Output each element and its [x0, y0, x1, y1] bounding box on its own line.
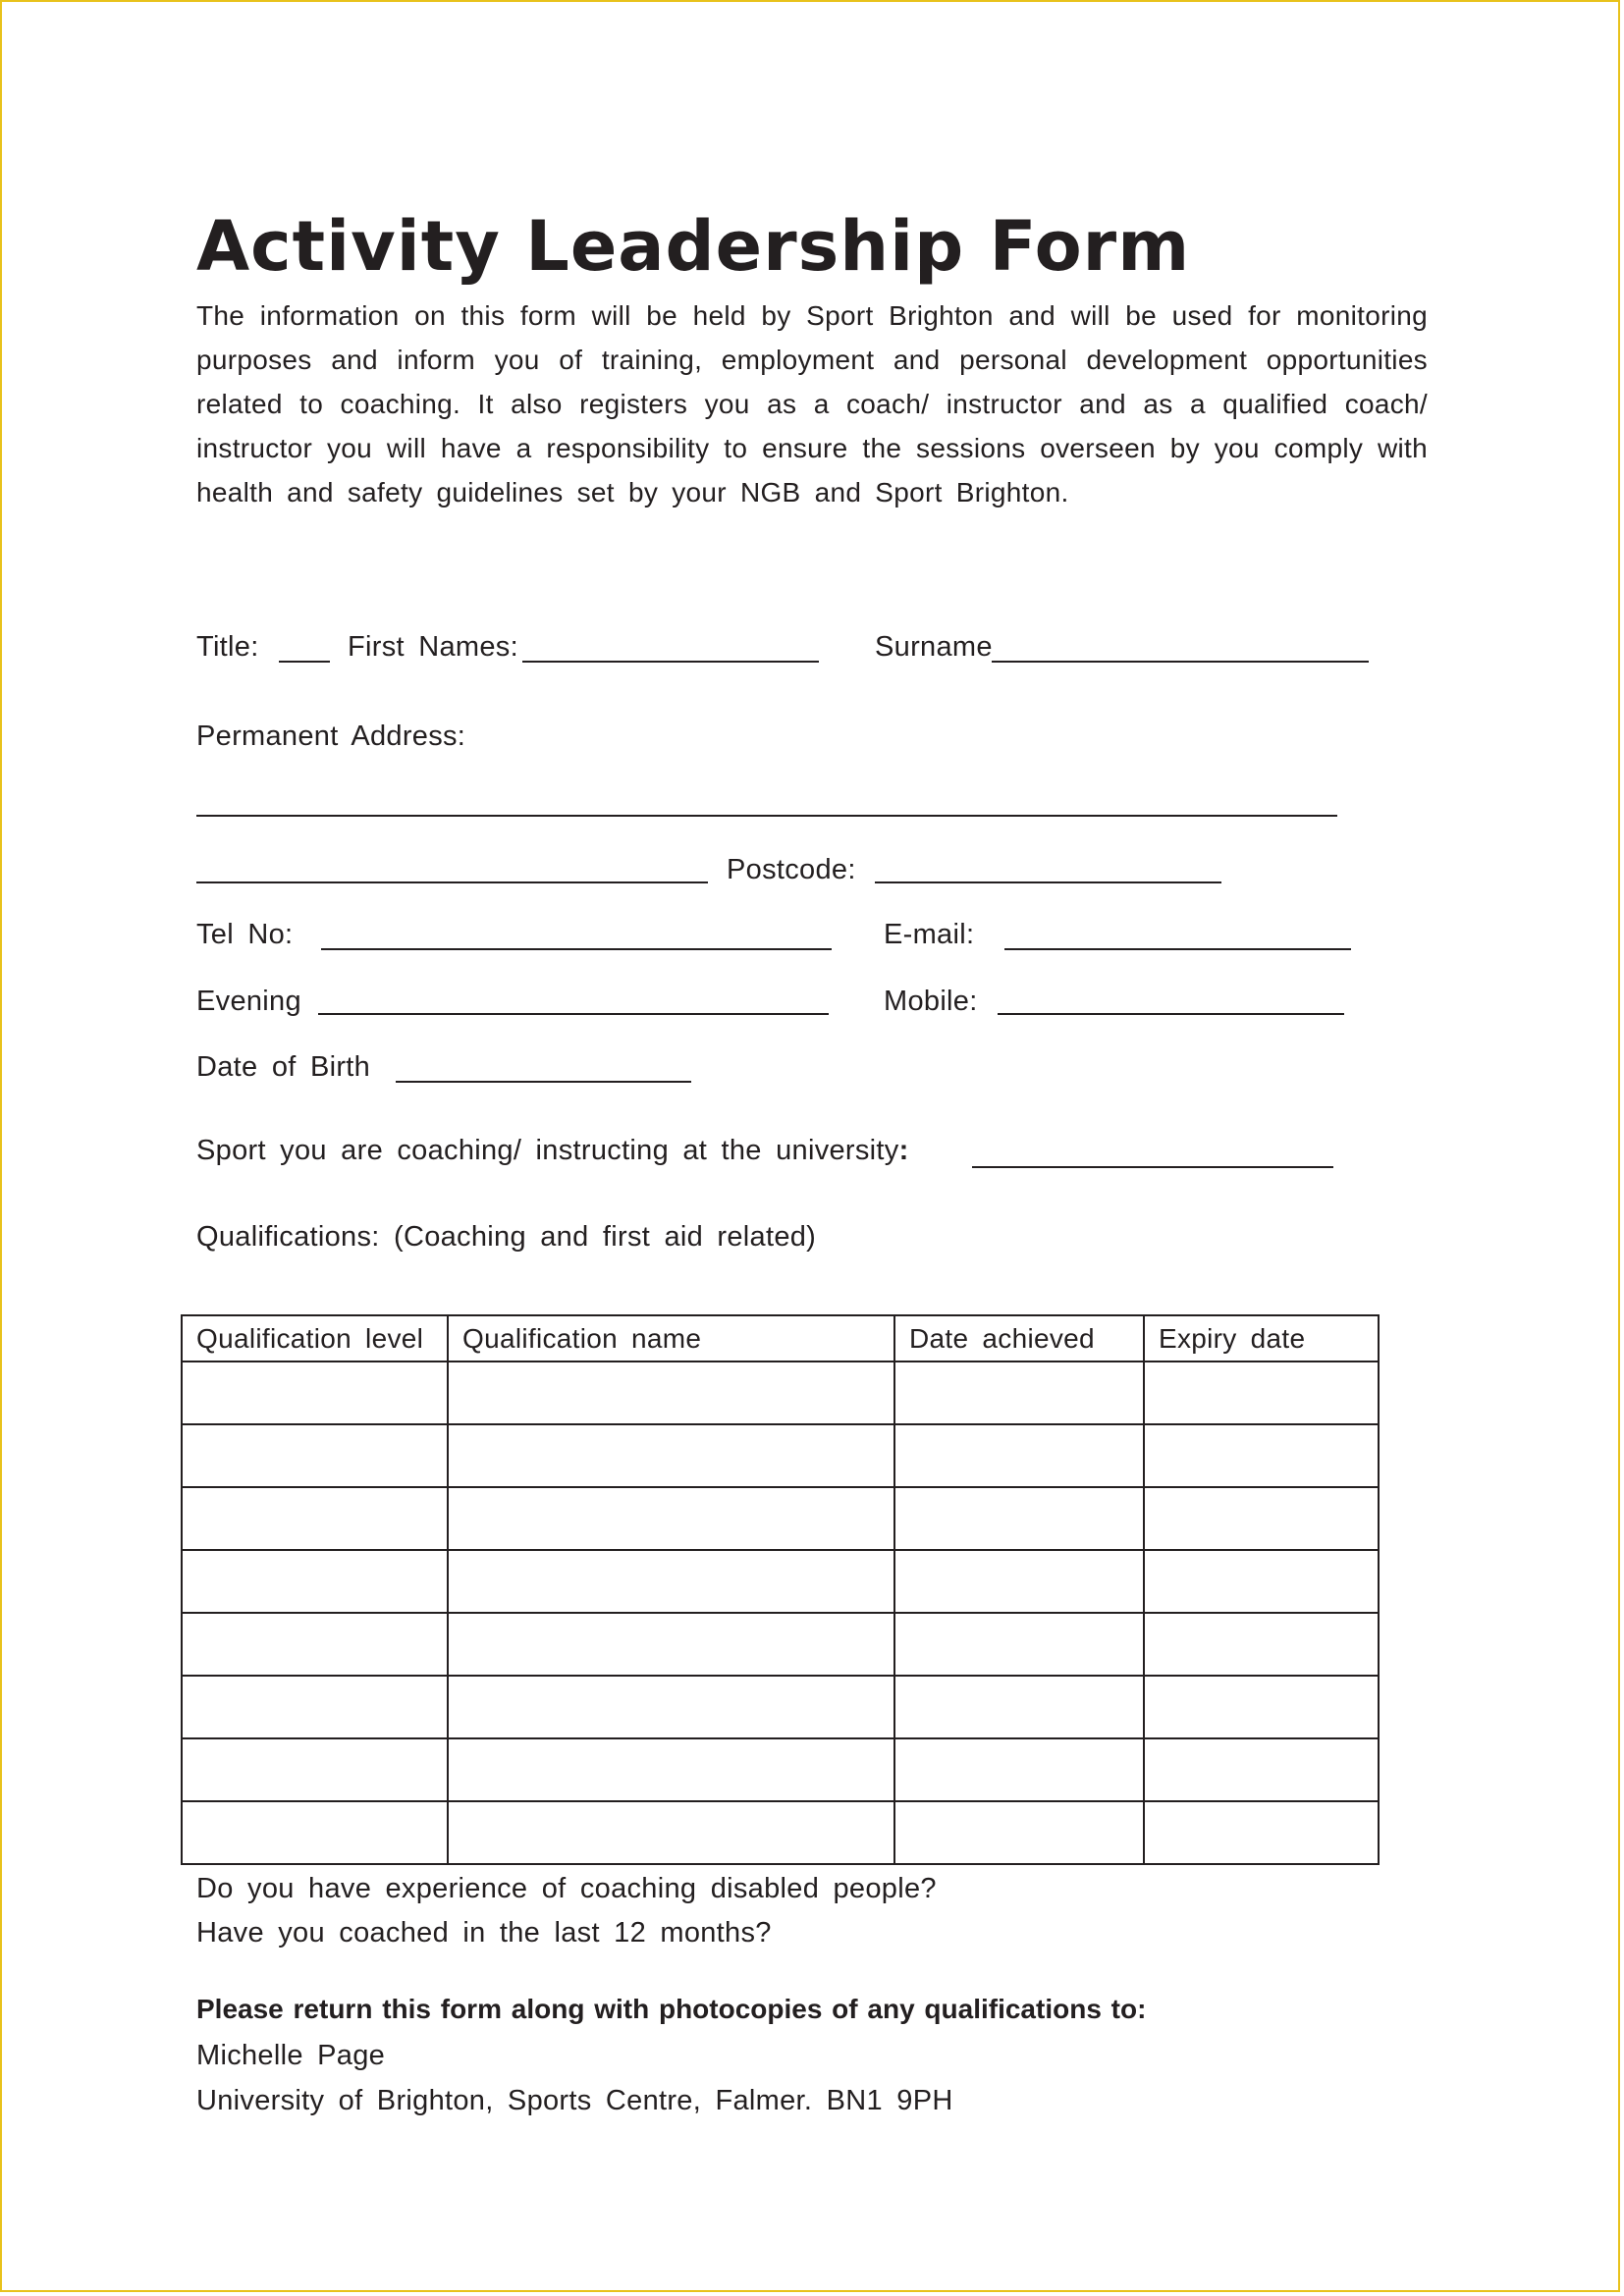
table-cell[interactable]: [1144, 1801, 1379, 1864]
coached-last-12-months-question: Have you coached in the last 12 months?: [196, 1917, 772, 1949]
postcode-field[interactable]: [875, 881, 1221, 883]
mobile-label: Mobile:: [884, 986, 978, 1017]
return-address: University of Brighton, Sports Centre, Falmer. BN1 9PH: [196, 2085, 953, 2116]
intro-paragraph: The information on this form will be held by Sport Brighton and will be used for monitoring purposes and inform you of training, employment and personal development opportunities related to coaching. It also registers you as a coach/ instructor and as a qualified coach/ instructor you will have a responsibility to ensure the sessions overseen by you comply with health and safety guidelines set by your NGB and Sport Brighton.: [196, 300, 1428, 507]
table-row: [182, 1362, 1379, 1424]
table-cell[interactable]: [894, 1424, 1144, 1487]
title-label: Title:: [196, 631, 259, 663]
sport-label-colon: :: [898, 1135, 909, 1166]
tel-label: Tel No:: [196, 919, 294, 950]
column-header: Expiry date: [1144, 1315, 1379, 1362]
table-cell[interactable]: [1144, 1613, 1379, 1676]
table-cell[interactable]: [894, 1550, 1144, 1613]
surname-label: Surname: [875, 631, 993, 663]
email-label: E-mail:: [884, 919, 975, 950]
sport-label: [196, 1135, 909, 1167]
table-row: [182, 1676, 1379, 1738]
address-label: Permanent Address:: [196, 721, 466, 752]
table-header-row: [182, 1315, 1379, 1362]
table-cell[interactable]: [1144, 1487, 1379, 1550]
first-names-field[interactable]: [522, 661, 819, 663]
table-cell[interactable]: [182, 1801, 448, 1864]
table-cell[interactable]: [1144, 1676, 1379, 1738]
table-cell[interactable]: [182, 1362, 448, 1424]
sport-field[interactable]: [972, 1166, 1333, 1168]
dob-field[interactable]: [396, 1081, 691, 1083]
table-cell[interactable]: [1144, 1424, 1379, 1487]
table-cell[interactable]: [448, 1613, 894, 1676]
disabled-experience-question: Do you have experience of coaching disabled people?: [196, 1873, 937, 1904]
table-row: [182, 1738, 1379, 1801]
table-row: [182, 1487, 1379, 1550]
postcode-label: Postcode:: [727, 854, 856, 885]
evening-label: Evening: [196, 986, 301, 1017]
table-cell[interactable]: [448, 1424, 894, 1487]
column-header: Qualification name: [448, 1315, 894, 1362]
table-cell[interactable]: [182, 1550, 448, 1613]
table-cell[interactable]: [448, 1801, 894, 1864]
mobile-field[interactable]: [998, 1013, 1344, 1015]
return-contact-name: Michelle Page: [196, 2040, 386, 2071]
table-cell[interactable]: [448, 1676, 894, 1738]
table-cell[interactable]: [894, 1738, 1144, 1801]
evening-field[interactable]: [318, 1013, 829, 1015]
table-cell[interactable]: [182, 1424, 448, 1487]
table-cell[interactable]: [182, 1738, 448, 1801]
table-cell[interactable]: [448, 1738, 894, 1801]
qualifications-heading: Qualifications: (Coaching and first aid related): [196, 1221, 817, 1253]
tel-field[interactable]: [321, 948, 832, 950]
column-header: Qualification level: [182, 1315, 448, 1362]
dob-label: Date of Birth: [196, 1051, 371, 1083]
table-cell[interactable]: [894, 1487, 1144, 1550]
table-row: [182, 1424, 1379, 1487]
table-row: [182, 1613, 1379, 1676]
table-cell[interactable]: [448, 1550, 894, 1613]
table-row: [182, 1801, 1379, 1864]
table-cell[interactable]: [1144, 1550, 1379, 1613]
email-field[interactable]: [1004, 948, 1351, 950]
table-cell[interactable]: [894, 1801, 1144, 1864]
sport-label-text: Sport you are coaching/ instructing at the university: [196, 1135, 899, 1166]
title-field[interactable]: [279, 661, 330, 663]
form-title: Activity Leadership Form: [196, 206, 1191, 287]
table-cell[interactable]: [1144, 1362, 1379, 1424]
table-cell[interactable]: [182, 1487, 448, 1550]
table-cell[interactable]: [448, 1487, 894, 1550]
address-line-2-field[interactable]: [196, 881, 708, 883]
column-header: Date achieved: [894, 1315, 1144, 1362]
table-cell[interactable]: [448, 1362, 894, 1424]
surname-field[interactable]: [992, 661, 1369, 663]
table-cell[interactable]: [182, 1613, 448, 1676]
return-instruction: Please return this form along with photocopies of any qualifications to:: [196, 1994, 1147, 2024]
qualifications-table: [181, 1314, 1380, 1865]
address-line-1-field[interactable]: [196, 815, 1337, 817]
first-names-label: First Names:: [348, 631, 518, 663]
table-cell[interactable]: [1144, 1738, 1379, 1801]
table-cell[interactable]: [894, 1362, 1144, 1424]
table-cell[interactable]: [894, 1676, 1144, 1738]
table-cell[interactable]: [894, 1613, 1144, 1676]
table-row: [182, 1550, 1379, 1613]
table-cell[interactable]: [182, 1676, 448, 1738]
qualifications-rows: [182, 1362, 1379, 1864]
